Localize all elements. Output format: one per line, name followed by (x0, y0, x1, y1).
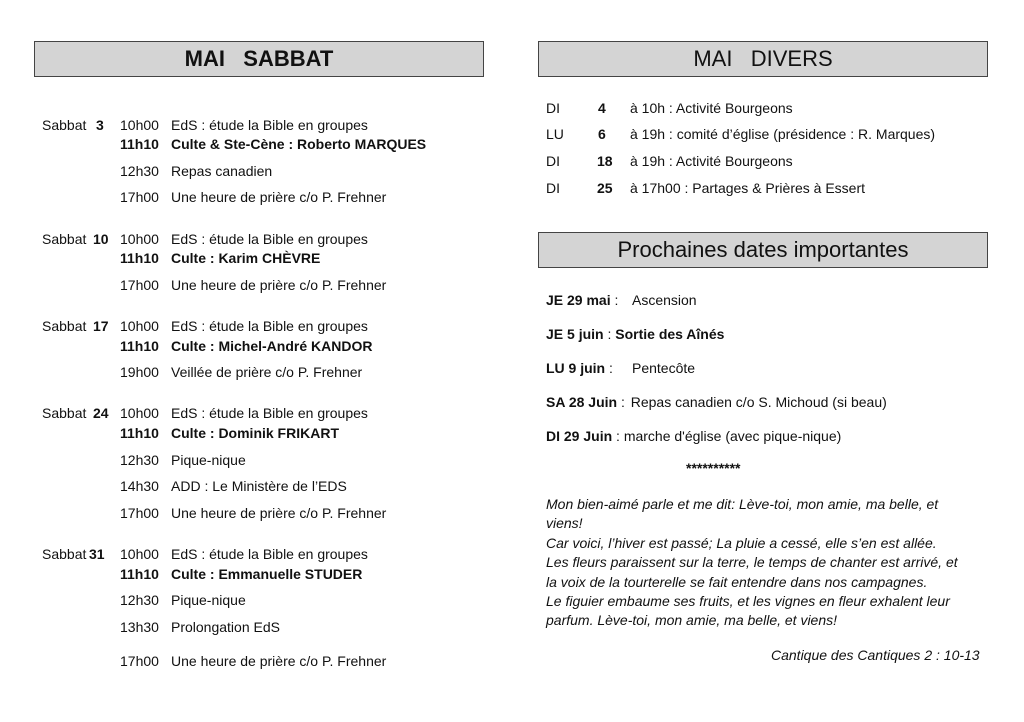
event-text: EdS : étude la Bible en groupes (171, 117, 368, 133)
verse-line: Le figuier embaume ses fruits, et les vignes en fleur exhalent leur (546, 593, 950, 609)
event-text: Une heure de prière c/o P. Frehner (171, 653, 387, 669)
date-label: LU 9 juin (546, 360, 606, 376)
event-text: Culte & Ste-Cène : Roberto MARQUES (171, 136, 427, 152)
date-label: DI 29 Juin (546, 428, 613, 444)
divers-day: 25 (597, 180, 613, 196)
event-text: Repas canadien (171, 163, 273, 179)
event-text: Culte : Michel-André KANDOR (171, 338, 373, 354)
event-time: 11h10 (120, 338, 159, 354)
event-time: 10h00 (120, 546, 159, 562)
event-time: 12h30 (120, 592, 159, 608)
event-time: 11h10 (120, 425, 159, 441)
event-time: 14h30 (120, 478, 159, 494)
sabbat-label: Sabbat (42, 117, 87, 133)
date-text: Sortie des Aînés (615, 326, 725, 342)
date-label: SA 28 Juin (546, 394, 618, 410)
event-text: EdS : étude la Bible en groupes (171, 318, 368, 334)
sabbat-label: Sabbat (42, 231, 87, 247)
event-text: Pique-nique (171, 452, 246, 468)
date-text: marche d'église (avec pique-nique) (623, 428, 842, 444)
verse-line: Car voici, l’hiver est passé; La pluie a cessé, elle s’en est allée. (546, 535, 937, 551)
event-text: Veillée de prière c/o P. Frehner (171, 364, 363, 380)
event-time: 11h10 (120, 250, 159, 266)
divers-day: 4 (598, 100, 606, 116)
date-separator: : (617, 394, 625, 410)
divers-dow: DI (546, 100, 560, 116)
date-separator: : (603, 326, 612, 342)
asterisk-separator: ********** (686, 460, 741, 476)
sabbat-label: Sabbat (42, 318, 87, 334)
event-time: 10h00 (120, 231, 159, 247)
event-text: EdS : étude la Bible en groupes (171, 231, 368, 247)
date-label: JE 29 mai (546, 292, 611, 308)
date-separator: : (605, 360, 613, 376)
event-text: EdS : étude la Bible en groupes (171, 546, 368, 562)
date-text: Pentecôte (632, 360, 696, 376)
divers-dow: DI (546, 153, 560, 169)
event-text: EdS : étude la Bible en groupes (171, 405, 368, 421)
event-time: 17h00 (120, 653, 159, 669)
event-text: Culte : Dominik FRIKART (171, 425, 339, 441)
event-time: 17h00 (120, 189, 159, 205)
verse-reference: Cantique des Cantiques 2 : 10-13 (771, 647, 980, 663)
event-time: 10h00 (120, 318, 159, 334)
event-text: Une heure de prière c/o P. Frehner (171, 505, 387, 521)
event-text: Prolongation EdS (171, 619, 280, 635)
event-time: 11h10 (120, 566, 159, 582)
date-row (546, 326, 724, 342)
event-time: 12h30 (120, 452, 159, 468)
event-time: 13h30 (120, 619, 159, 635)
event-time: 17h00 (120, 505, 159, 521)
date-text: Repas canadien c/o S. Michoud (si beau) (630, 394, 887, 410)
event-time: 11h10 (120, 136, 159, 152)
date-row (546, 292, 618, 308)
date-row (546, 394, 887, 410)
sabbat-day: 3 (96, 117, 104, 133)
verse-line: Mon bien-aimé parle et me dit: Lève-toi, mon amie, ma belle, et (546, 496, 939, 512)
date-separator: : (610, 292, 619, 308)
divers-text: à 10h : Activité Bourgeons (630, 100, 793, 116)
sabbat-day: 24 (93, 405, 109, 421)
divers-day: 6 (598, 126, 606, 142)
divers-header (538, 41, 988, 77)
divers-text: à 19h : comité d’église (présidence : R. Marques) (630, 126, 936, 142)
divers-text: à 19h : Activité Bourgeons (630, 153, 793, 169)
sabbat-header (34, 41, 484, 77)
event-time: 19h00 (120, 364, 159, 380)
sabbat-day: 17 (93, 318, 109, 334)
sabbat-label: Sabbat (42, 546, 87, 562)
date-text: Ascension (632, 292, 697, 308)
date-label: JE 5 juin (546, 326, 604, 342)
date-separator: : (612, 428, 620, 444)
date-row (546, 360, 613, 376)
event-text: ADD : Le Ministère de l’EDS (171, 478, 347, 494)
event-text: Une heure de prière c/o P. Frehner (171, 189, 387, 205)
verse-line: Les fleurs paraissent sur la terre, le temps de chanter est arrivé, et (546, 554, 958, 570)
event-time: 10h00 (120, 117, 159, 133)
divers-text: à 17h00 : Partages & Prières à Essert (630, 180, 866, 196)
event-text: Une heure de prière c/o P. Frehner (171, 277, 387, 293)
dates-title: Prochaines dates importantes (617, 237, 909, 262)
event-time: 17h00 (120, 277, 159, 293)
verse-line: viens! (546, 515, 583, 531)
divers-dow: LU (546, 126, 564, 142)
event-time: 12h30 (120, 163, 159, 179)
divers-day: 18 (597, 153, 613, 169)
event-text: Pique-nique (171, 592, 246, 608)
sabbat-label: Sabbat (42, 405, 87, 421)
divers-dow: DI (546, 180, 560, 196)
verse-line: parfum. Lève-toi, mon amie, ma belle, et viens! (546, 612, 838, 628)
sabbat-day: 31 (89, 546, 105, 562)
event-text: Culte : Karim CHÈVRE (171, 250, 321, 266)
dates-header (538, 232, 988, 268)
event-time: 10h00 (120, 405, 159, 421)
sabbat-title: MAI SABBAT (184, 46, 334, 71)
sabbat-day: 10 (93, 231, 109, 247)
event-text: Culte : Emmanuelle STUDER (171, 566, 363, 582)
verse-line: la voix de la tourterelle se fait entendre dans nos campagnes. (546, 574, 928, 590)
date-row (546, 428, 841, 444)
divers-title: MAI DIVERS (693, 46, 833, 71)
